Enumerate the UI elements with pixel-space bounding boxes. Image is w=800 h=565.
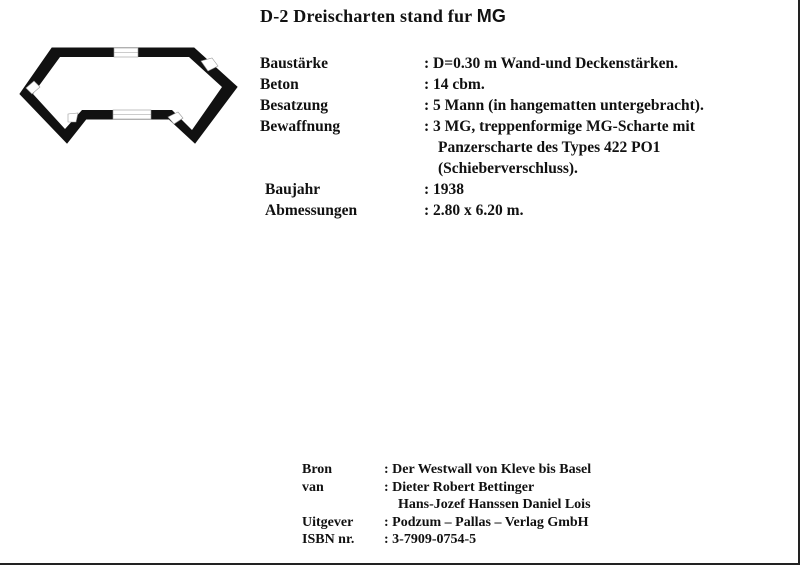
credit-row [302,461,722,479]
spec-value: : 5 Mann (in hangematten untergebracht). [424,97,704,114]
spec-value: : 3 MG, treppenformige MG-Scharte mit [424,118,695,135]
spec-value-continuation: (Schieberverschluss). [438,160,578,177]
spec-value: : 14 cbm. [424,76,485,93]
credit-label: Bron [302,462,333,477]
spec-label: Bewaffnung [260,118,341,135]
title-suffix: MG [476,6,507,26]
spec-row [260,53,780,74]
title-main: D-2 Dreischarten stand fur [260,6,473,26]
specifications-list [260,53,780,221]
spec-label: Baujahr [265,181,321,198]
credit-row [302,531,722,549]
credit-value: : Podzum – Pallas – Verlag GmbH [384,514,589,530]
credit-label: ISBN nr. [302,532,355,547]
credit-value: : 3-7909-0754-5 [384,532,477,547]
credit-value-continuation: Hans-Jozef Hanssen Daniel Lois [398,497,591,512]
spec-row [260,74,780,95]
spec-label: Baustärke [260,55,329,72]
credit-row [302,479,722,514]
spec-value: : 2.80 x 6.20 m. [424,202,524,219]
spec-label: Abmessungen [265,202,358,219]
spec-value-continuation: Panzerscharte des Types 422 PO1 [438,139,661,156]
credit-row [302,514,722,532]
credit-value: : Dieter Robert Bettinger [384,479,535,495]
spec-row [260,179,780,200]
spec-value: : D=0.30 m Wand-und Deckenstärken. [424,55,678,72]
spec-row [260,200,780,221]
source-credits [302,461,722,549]
credit-label: Uitgever [302,514,354,530]
credit-label: van [302,479,324,495]
spec-row [260,116,780,179]
plan-opening-lower-left [68,113,78,122]
page-title [260,6,506,27]
spec-label: Besatzung [260,97,329,114]
spec-label: Beton [260,76,299,93]
bunker-floor-plan-icon [18,44,240,148]
spec-value: : 1938 [424,181,465,198]
credit-value: : Der Westwall von Kleve bis Basel [384,462,592,477]
spec-row [260,95,780,116]
